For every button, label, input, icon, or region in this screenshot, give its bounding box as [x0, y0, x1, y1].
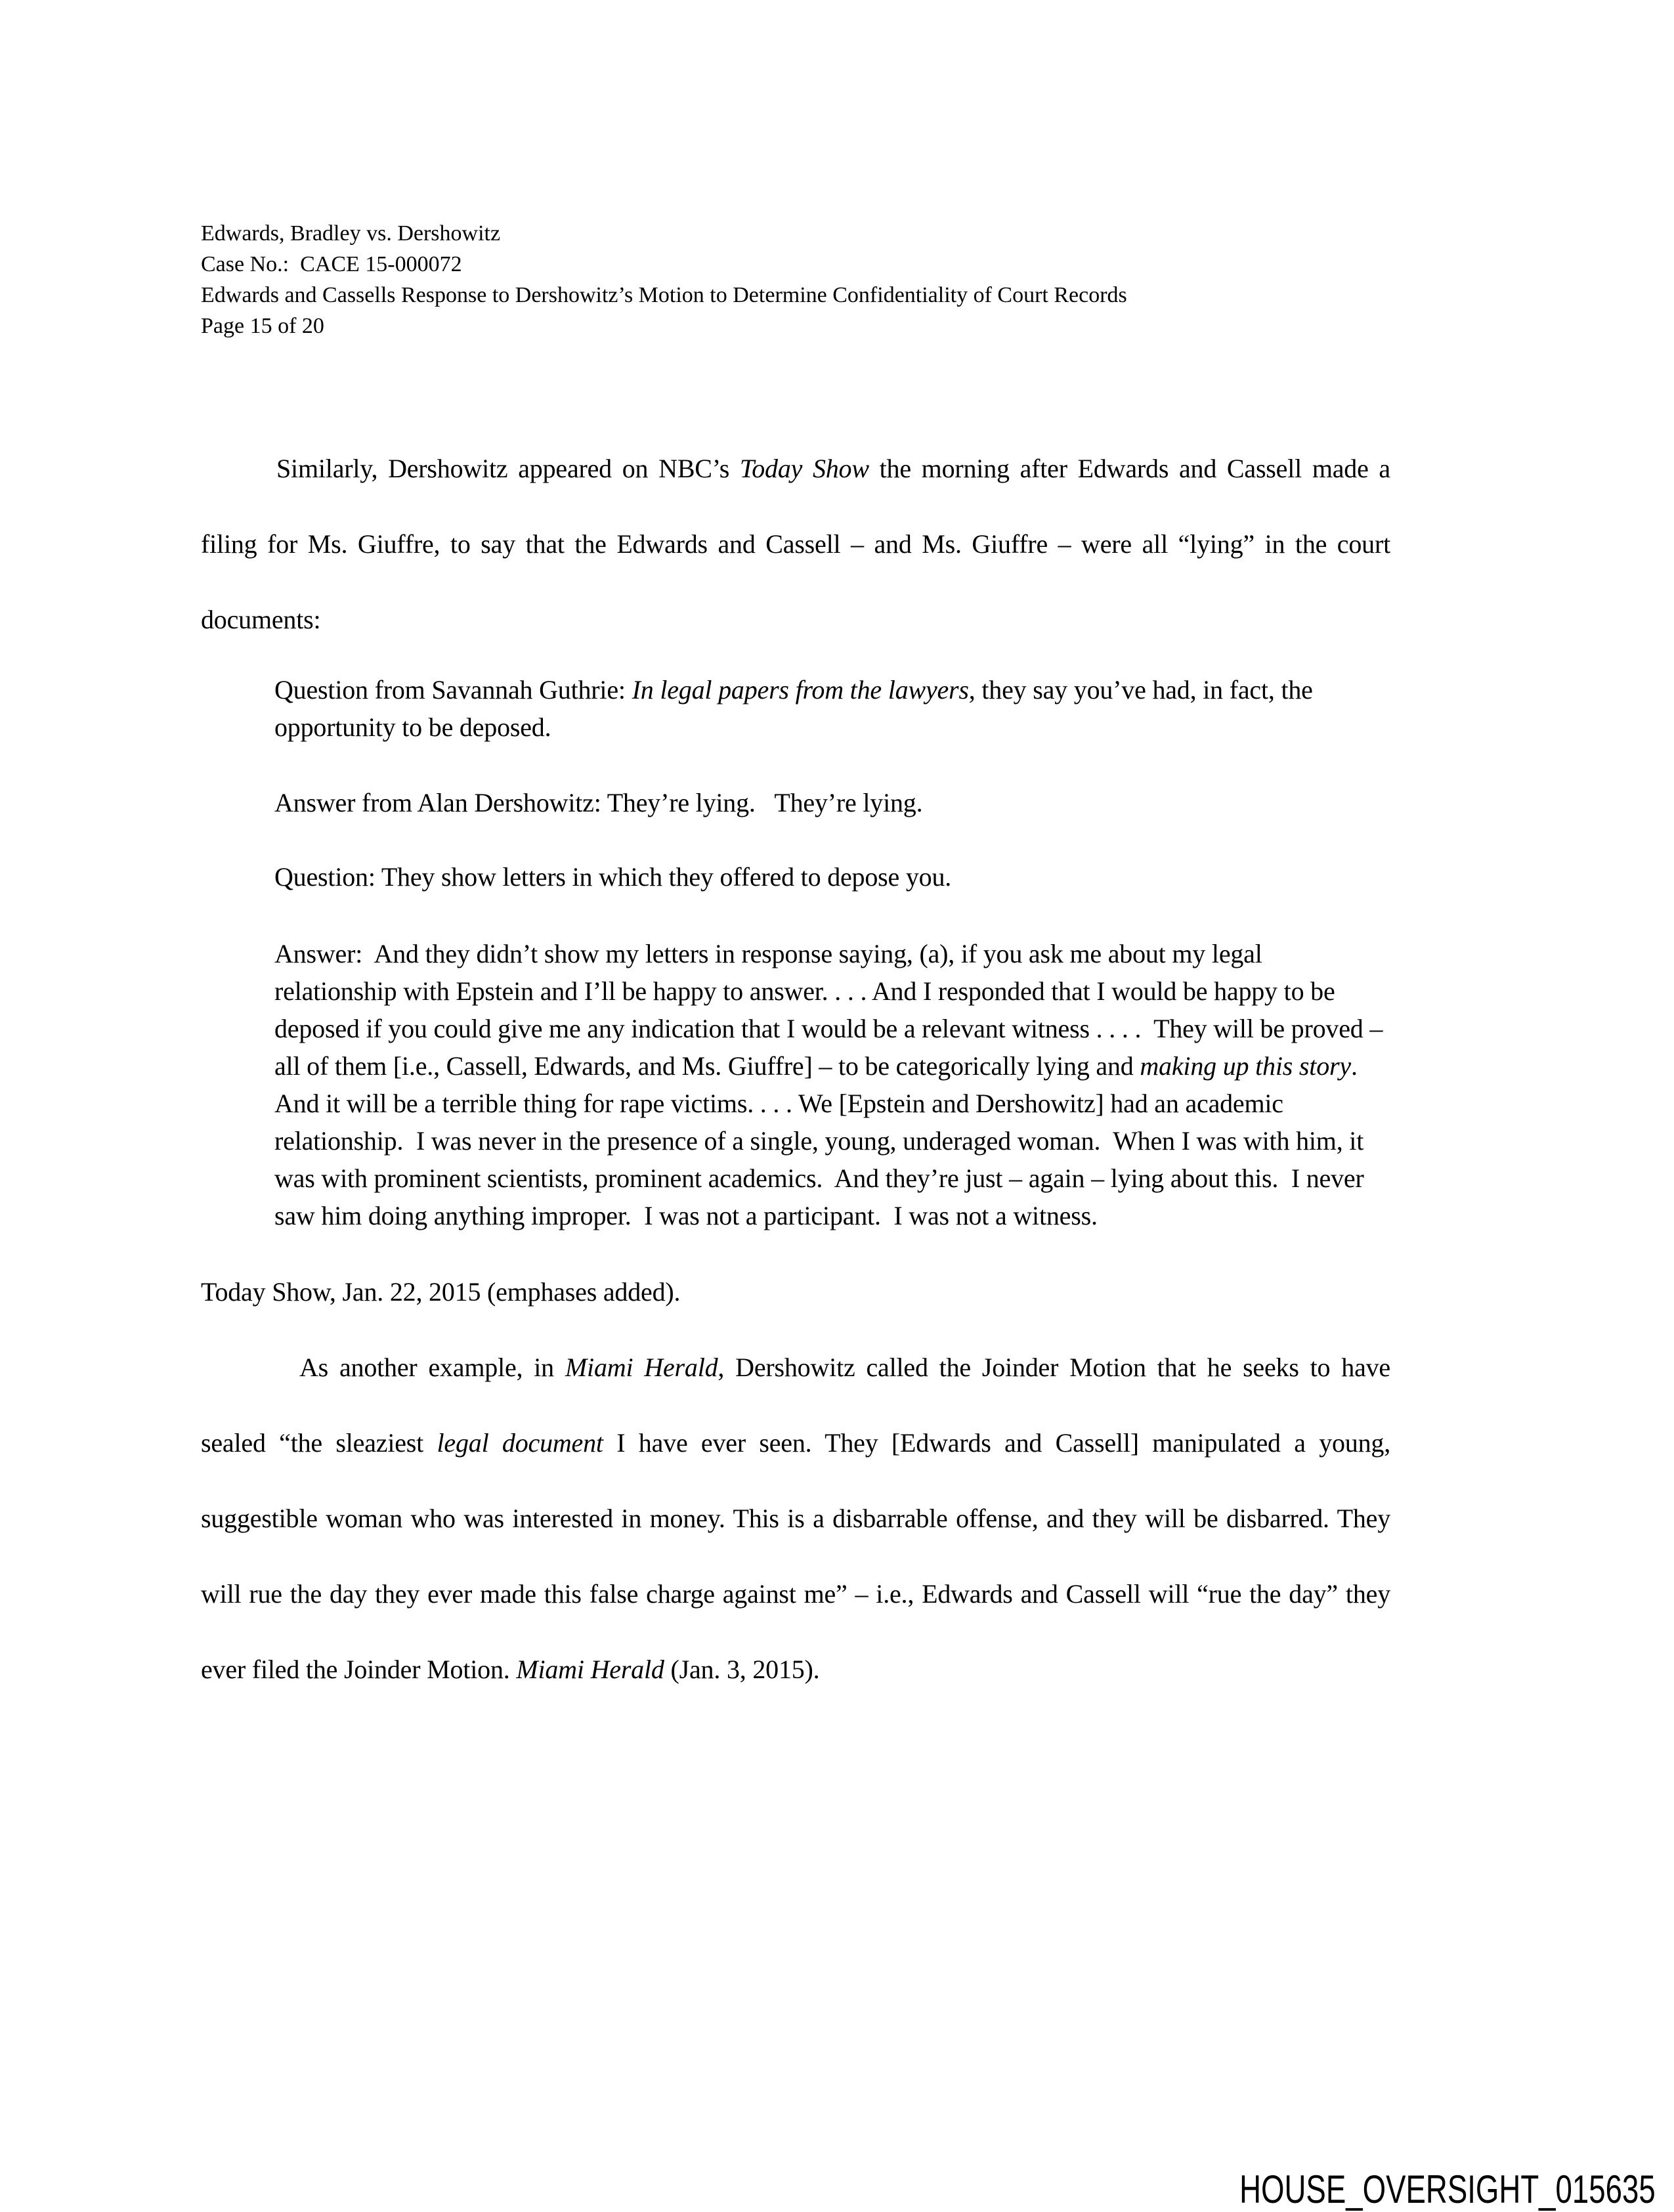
- paragraph-intro: Similarly, Dershowitz appeared on NBC’s Today Show the morning after Edwards and Cassell made a filing for Ms. Giuffre, to say that the Edwards and Cassell – and Ms. Giuffre – were all “lying” in the court documents:: [201, 454, 1390, 634]
- header-case-title: Edwards, Bradley vs. Dershowitz: [201, 221, 501, 246]
- bates-number: HOUSE_OVERSIGHT_015635: [1239, 2167, 1656, 2211]
- quote-question-2: Question: They show letters in which they offered to depose you.: [274, 862, 952, 892]
- quote-question-guthrie: Question from Savannah Guthrie: In legal papers from the lawyers, they say you’ve had, in fact, the opportunity to be deposed.: [274, 675, 1320, 742]
- citation-today-show: Today Show, Jan. 22, 2015 (emphases added).: [201, 1277, 681, 1307]
- quote-answer-dershowitz-2: Answer: And they didn’t show my letters in response saying, (a), if you ask me about my legal relationship with Epstein and I’ll be happy to answer. . . . And I responded that I would be happy to be deposed if you could give me any indication that I would be a relevant witness . . . . They will be proved – all of them [i.e., Cassell, Edwards, and Ms. Giuffre] – to be categorically lying and making up this story. And it will be a terrible thing for rape victims. . . . We [Epstein and Dershowitz] had an academic relationship. I was never in the presence of a single, young, underaged woman. When I was with him, it was with prominent scientists, prominent academics. And they’re just – again – lying about this. I never saw him doing anything improper. I was not a participant. I was not a witness.: [274, 939, 1389, 1230]
- page-content: [201, 218, 1390, 1707]
- paragraph-miami-herald: As another example, in Miami Herald, Dershowitz called the Joinder Motion that he seeks to have sealed “the sleaziest legal document I have ever seen. They [Edwards and Cassell] manipulated a young, suggestible woman who was interested in money. This is a disbarrable offense, and they will be disbarred. They will rue the day they ever made this false charge against me” – i.e., Edwards and Cassell will “rue the day” they ever filed the Joinder Motion. Miami Herald (Jan. 3, 2015).: [201, 1353, 1390, 1684]
- header-case-number: Case No.: CACE 15-000072: [201, 252, 462, 276]
- quote-answer-dershowitz-1: Answer from Alan Dershowitz: They’re lying. They’re lying.: [274, 788, 923, 817]
- header-page-number: Page 15 of 20: [201, 314, 324, 338]
- case-header: [201, 218, 1390, 341]
- header-document-title: Edwards and Cassells Response to Dershowitz’s Motion to Determine Confidentiality of Court Records: [201, 283, 1127, 307]
